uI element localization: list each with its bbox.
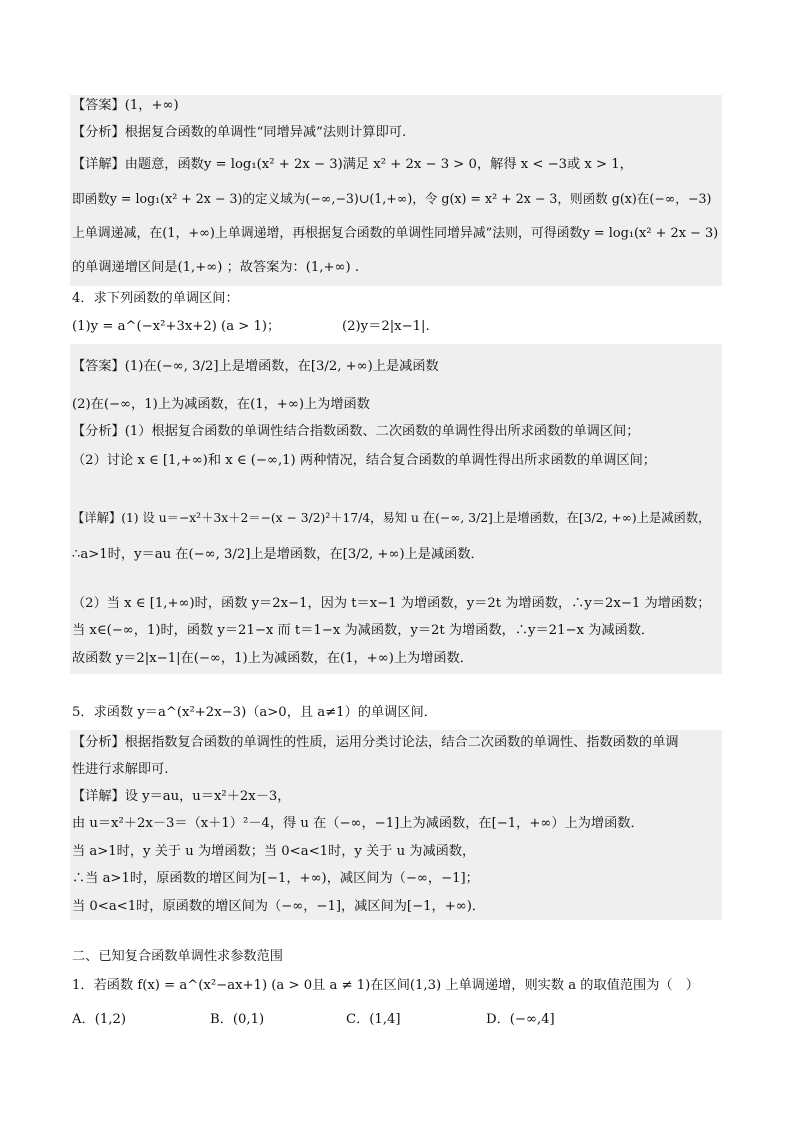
detail-line: （2）当 x ∈ [1,+∞)时，函数 y＝2x−1，因为 t＝x−1 为增函数，y＝2t 为增函数，∴y＝2x−1 为增函数；: [72, 596, 711, 611]
analysis-line: 性进行求解即可.: [72, 762, 169, 777]
analysis-line: 【分析】根据复合函数的单调性“同增异减”法则计算即可.: [72, 125, 407, 140]
detail-line: ∴当 a>1时，原函数的增区间为[−1，+∞)，减区间为（−∞，−1]；: [72, 871, 479, 886]
detail-line: 【详解】由题意，函数y = log₁(x² + 2x − 3)满足 x² + 2x − 3 > 0，解得 x < −3或 x > 1，: [72, 157, 633, 172]
answer-line: 【答案】(1)在(−∞, 3/2]上是增函数，在[3/2, +∞)上是减函数: [72, 359, 439, 374]
detail-line: 上单调递减，在(1，+∞)上单调递增，再根据复合函数的单调性同增异减”法则，可得函数y = log₁(x² + 2x − 3): [72, 226, 719, 241]
detail-line: ∴a>1时，y＝au 在(−∞, 3/2]上是增函数，在[3/2, +∞)上是减函数．: [72, 547, 484, 562]
answer-line: (2)在(−∞，1)上为减函数，在(1，+∞)上为增函数: [72, 397, 370, 412]
detail-line: 故函数 y＝2|x−1|在(−∞，1)上为减函数，在(1，+∞)上为增函数．: [72, 651, 473, 666]
detail-line: 的单调递增区间是(1,+∞) ；故答案为：(1,+∞) .: [72, 260, 360, 275]
detail-line: 【详解】(1) 设 u＝−x²＋3x＋2＝−(x − 3/2)²＋17/4，易知 u 在(−∞, 3/2]上是增函数，在[3/2, +∞)上是减函数，: [72, 511, 711, 525]
section-heading: 二、已知复合函数单调性求参数范围: [72, 949, 283, 964]
question-part-2: (2)y＝2|x−1|.: [342, 319, 430, 334]
choice-c: C．(1,4]: [346, 1012, 401, 1027]
question-title: 4．求下列函数的单调区间：: [72, 291, 239, 306]
detail-line: 【详解】设 y＝au，u＝x²＋2x－3，: [72, 789, 291, 804]
choice-b: B．(0,1): [210, 1012, 265, 1027]
choice-d: D．(−∞,4]: [486, 1012, 555, 1027]
choice-a: A．(1,2): [72, 1012, 126, 1027]
analysis-line: 【分析】(1）根据复合函数的单调性结合指数函数、二次函数的单调性得出所求函数的单调区间；: [72, 424, 640, 439]
detail-line: 当 x∈(−∞，1)时，函数 y＝21−x 而 t＝1−x 为减函数，y＝2t 为增函数，∴y＝21−x 为减函数．: [72, 623, 655, 638]
analysis-line: 【分析】根据指数复合函数的单调性的性质，运用分类讨论法，结合二次函数的单调性、指数函数的单调: [72, 735, 679, 750]
question-part-1: (1)y = a^(−x²+3x+2) (a > 1)；: [72, 319, 281, 334]
detail-line: 当 a>1时，y 关于 u 为增函数；当 0<a<1时，y 关于 u 为减函数，: [72, 844, 476, 859]
detail-line: 由 u＝x²＋2x－3＝（x＋1）²－4，得 u 在（−∞，−1]上为减函数，在[−1，+∞）上为增函数．: [72, 816, 644, 831]
detail-line: 即函数y = log₁(x² + 2x − 3)的定义域为(−∞,−3)∪(1,+∞)，令 g(x) = x² + 2x − 3，则函数 g(x)在(−∞，−3): [72, 191, 712, 206]
answer-line: 【答案】(1，+∞): [72, 98, 179, 113]
detail-line: 当 0<a<1时，原函数的增区间为（−∞，−1]，减区间为[−1，+∞)．: [72, 899, 486, 914]
analysis-line: （2）讨论 x ∈ [1,+∞)和 x ∈ (−∞,1) 两种情况，结合复合函数的单调性得出所求函数的单调区间；: [72, 453, 656, 468]
question-title: 5．求函数 y＝a^(x²+2x−3)（a>0，且 a≠1）的单调区间．: [72, 705, 437, 720]
question-stem: 1．若函数 f(x) = a^(x²−ax+1) (a > 0且 a ≠ 1)在区间(1,3) 上单调递增，则实数 a 的取值范围为（ ）: [72, 978, 699, 993]
